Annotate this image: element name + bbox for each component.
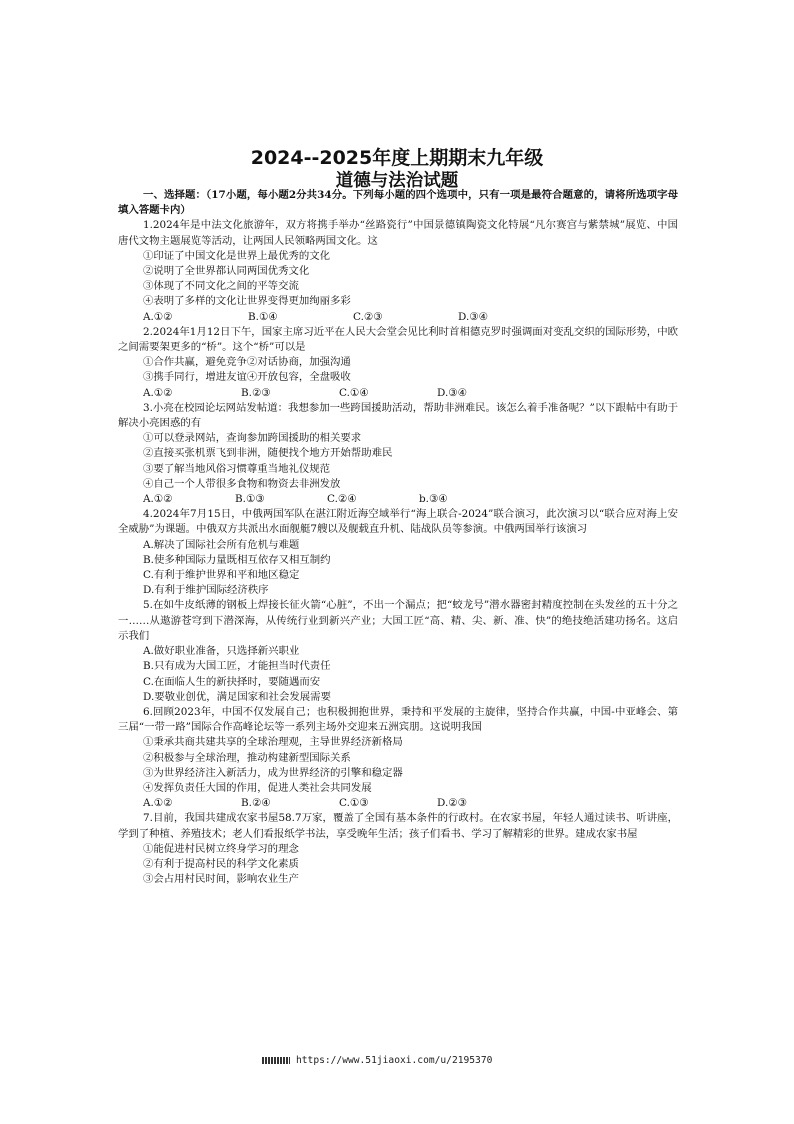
question-2-item: ①合作共赢，避免竞争②对话协商，加强沟通: [143, 356, 351, 369]
choice-a: A.①②: [143, 797, 173, 810]
question-1-stem: 1.2024年是中法文化旅游年，双方将携手举办“丝路瓷行”中国景德镇陶瓷文化特展“凡尔赛宫与紫禁城”展览、中国唐代文物主题展览等活动，让两国人民领略两国文化。这: [118, 219, 678, 247]
question-7-item: ③会占用村民时间，影响农业生产: [143, 873, 299, 886]
question-5-option: A.做好职业准备，只选择新兴职业: [143, 645, 300, 658]
choice-c: C.②③: [353, 310, 383, 323]
choice-a: A.①②: [143, 493, 173, 506]
question-1-choices: [118, 310, 678, 325]
question-7-item: ①能促进村民树立终身学习的理念: [143, 842, 299, 855]
question-7-stem: 7.目前，我国共建成农家书屋58.7万家，覆盖了全国有基本条件的行政村。在农家书屋，年轻人通过读书、听讲座，学到了种植、养殖技术；老人们看报纸学书法，享受晚年生活；孩子们看书、学习了解精彩的世界。建成农家书屋: [118, 812, 678, 840]
question-6-item: ①秉承共商共建共享的全球治理观，主导世界经济新格局: [143, 736, 403, 749]
choice-a: A.①②: [143, 310, 173, 323]
choice-b: B.①④: [248, 310, 278, 323]
question-5-stem: 5.在如牛皮纸薄的钢板上焊接长征火箭“心脏”，不出一个漏点；把“蛟龙号”潜水器密封精度控制在头发丝的五十分之一……从遨游苍穹到下潜深海，从传统行业到新兴产业；大国工匠“高、精、尖、新、准、快”的绝技绝活建功扬名。这启示我们: [118, 599, 678, 642]
page-footer: [262, 1055, 492, 1066]
question-3-stem: 3.小亮在校园论坛网站发帖道：我想参加一些跨国援助活动，帮助非洲难民。该怎么着手准备呢？”以下跟帖中有助于解决小亮困惑的有: [118, 401, 678, 430]
choice-a: A.①②: [143, 386, 173, 399]
question-1-item: ③体现了不同文化之间的平等交流: [143, 280, 299, 293]
question-1-item: ②说明了全世界都认同两国优秀文化: [143, 265, 310, 278]
question-7-item: ②有利于提高村民的科学文化素质: [143, 857, 299, 870]
choice-d: D.②③: [437, 797, 467, 810]
choice-b: B.①③: [235, 493, 265, 506]
choice-b: B.②④: [241, 797, 271, 810]
question-4-option: C.有利于维护世界和平和地区稳定: [143, 569, 300, 582]
question-6-item: ③为世界经济注入新活力，成为世界经济的引擎和稳定器: [143, 766, 403, 779]
question-2-stem: 2.2024年1月12日下午，国家主席习近平在人民大会堂会见比利时首相德克罗时强调面对变乱交织的国际形势，中欧之间需要架更多的“桥”。这个“桥”可以是: [118, 325, 678, 354]
question-3-item: ②直接买张机票飞到非洲，随便找个地方开始帮助难民: [143, 447, 393, 460]
question-5-option: D.要敬业创优，满足国家和社会发展需要: [143, 690, 331, 703]
footer-url[interactable]: https://www.51jiaoxi.com/u/2195370: [296, 1055, 493, 1066]
choice-d: D.③④: [458, 310, 488, 323]
choice-c: C.①③: [339, 797, 369, 810]
choice-d: D.③④: [437, 386, 467, 399]
question-3-item: ①可以登录网站，查询参加跨国援助的相关要求: [143, 432, 362, 445]
question-6-stem: 6.回顾2023年，中国不仅发展自己；也积极拥抱世界，秉持和平发展的主旋律，坚持合作共赢，中国-中亚峰会、第三届“一带一路”国际合作高峰论坛等一系列主场外交迎来五洲宾朋。这说明我国: [118, 705, 678, 734]
question-2-item: ③携手同行，增进友谊④开放包容，全盘吸收: [143, 371, 351, 384]
question-3-item: ④自己一个人带很多食物和物资去非洲发放: [143, 477, 341, 490]
choice-c: C.①④: [339, 386, 369, 399]
question-4-option: D.有利于维护国际经济秩序: [143, 584, 269, 597]
choice-b: B.②③: [241, 386, 271, 399]
question-4-option: B.使多种国际力量既相互依存又相互制约: [143, 553, 331, 566]
section-heading: 一、选择题：（17小题，每小题2分共34分。下列每小题的四个选项中，只有一项是最符合题意的，请将所选项字母填入答题卡内）: [118, 189, 678, 217]
exam-title: 2024--2025年度上期期末九年级: [250, 147, 544, 169]
question-6-item: ④发挥负责任大国的作用，促进人类社会共同发展: [143, 781, 372, 794]
choice-c: C.②④: [327, 493, 357, 506]
site-logo-icon: [262, 1057, 290, 1064]
choice-d: b.③④: [419, 493, 448, 506]
question-2-choices: [118, 386, 678, 401]
question-6-choices: [118, 796, 678, 811]
exam-subtitle: 道德与法治试题: [335, 171, 459, 191]
question-1-item: ①印证了中国文化是世界上最优秀的文化: [143, 249, 331, 262]
question-3-item: ③要了解当地风俗习惯尊重当地礼仪规范: [143, 462, 331, 475]
question-3-choices: [118, 492, 678, 507]
question-5-option: C.在面临人生的新抉择时，要随遇而安: [143, 675, 321, 688]
question-1-item: ④表明了多样的文化让世界变得更加绚丽多彩: [143, 295, 351, 308]
exam-content: [118, 188, 678, 887]
question-6-item: ②积极参与全球治理，推动构建新型国际关系: [143, 751, 351, 764]
question-5-option: B.只有成为大国工匠，才能担当时代责任: [143, 660, 331, 673]
question-4-option: A.解决了国际社会所有危机与难题: [143, 538, 300, 551]
question-4-stem: 4.2024年7月15日，中俄两国军队在湛江附近海空域举行“海上联合-2024”联合演习，此次演习以“联合应对海上安全威胁”为课题。中俄双方共派出水面舰艇7艘以及舰载直升机、陆战队员等参演。中俄两国举行该演习: [118, 508, 678, 536]
